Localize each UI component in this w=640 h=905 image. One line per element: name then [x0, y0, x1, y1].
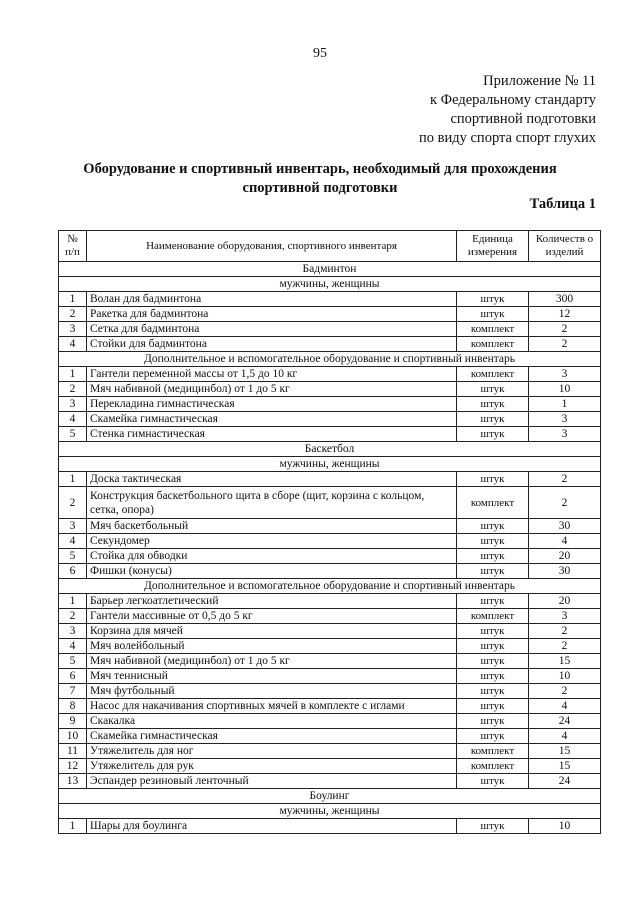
section-heading: Баскетбол	[59, 442, 601, 457]
table-body	[59, 262, 601, 834]
cell-num: 13	[59, 774, 87, 789]
table-row	[59, 397, 601, 412]
cell-unit: штук	[457, 729, 529, 744]
cell-name: Стойки для бадминтона	[87, 337, 457, 352]
cell-qty: 24	[529, 714, 601, 729]
section-heading: Боулинг	[59, 789, 601, 804]
cell-num: 8	[59, 699, 87, 714]
cell-num: 2	[59, 487, 87, 519]
cell-name: Гантели массивные от 0,5 до 5 кг	[87, 609, 457, 624]
section-row	[59, 789, 601, 804]
cell-unit: комплект	[457, 337, 529, 352]
cell-qty: 20	[529, 549, 601, 564]
cell-unit: штук	[457, 774, 529, 789]
table-row	[59, 534, 601, 549]
cell-qty: 2	[529, 472, 601, 487]
cell-num: 7	[59, 684, 87, 699]
table-row	[59, 594, 601, 609]
cell-qty: 3	[529, 367, 601, 382]
table-row	[59, 412, 601, 427]
cell-name: Фишки (конусы)	[87, 564, 457, 579]
cell-num: 4	[59, 337, 87, 352]
cell-qty: 2	[529, 624, 601, 639]
section-row	[59, 804, 601, 819]
cell-unit: штук	[457, 699, 529, 714]
table-header-row	[59, 231, 601, 262]
table-row	[59, 684, 601, 699]
cell-unit: штук	[457, 382, 529, 397]
cell-qty: 15	[529, 759, 601, 774]
section-row	[59, 352, 601, 367]
title-line: Оборудование и спортивный инвентарь, необходимый для прохождения	[83, 161, 557, 177]
cell-qty: 4	[529, 729, 601, 744]
cell-unit: комплект	[457, 322, 529, 337]
cell-unit: штук	[457, 519, 529, 534]
cell-num: 11	[59, 744, 87, 759]
appendix-line: спортивной подготовки	[450, 111, 596, 127]
cell-unit: штук	[457, 412, 529, 427]
cell-qty: 300	[529, 292, 601, 307]
header-qty: Количеств о изделий	[529, 231, 601, 262]
table-row	[59, 654, 601, 669]
table-row	[59, 549, 601, 564]
cell-num: 1	[59, 367, 87, 382]
section-row	[59, 457, 601, 472]
cell-name: Скамейка гимнастическая	[87, 729, 457, 744]
cell-num: 3	[59, 519, 87, 534]
cell-name: Скакалка	[87, 714, 457, 729]
cell-unit: комплект	[457, 487, 529, 519]
cell-name: Ракетка для бадминтона	[87, 307, 457, 322]
table-row	[59, 337, 601, 352]
section-heading: мужчины, женщины	[59, 457, 601, 472]
cell-num: 3	[59, 397, 87, 412]
table-label: Таблица 1	[529, 196, 596, 212]
cell-num: 9	[59, 714, 87, 729]
cell-unit: комплект	[457, 759, 529, 774]
cell-qty: 2	[529, 487, 601, 519]
cell-name: Доска тактическая	[87, 472, 457, 487]
table-row	[59, 744, 601, 759]
cell-unit: штук	[457, 534, 529, 549]
cell-name: Мяч баскетбольный	[87, 519, 457, 534]
table-row	[59, 519, 601, 534]
appendix-line: по виду спорта спорт глухих	[419, 130, 596, 146]
cell-unit: штук	[457, 714, 529, 729]
title-line: спортивной подготовки	[242, 180, 398, 196]
cell-name: Стойка для обводки	[87, 549, 457, 564]
cell-qty: 2	[529, 337, 601, 352]
cell-name: Перекладина гимнастическая	[87, 397, 457, 412]
cell-name: Волан для бадминтона	[87, 292, 457, 307]
section-heading: мужчины, женщины	[59, 277, 601, 292]
cell-name: Шары для боулинга	[87, 819, 457, 834]
cell-qty: 20	[529, 594, 601, 609]
header-name: Наименование оборудования, спортивного инвентаря	[87, 231, 457, 262]
document-title	[40, 160, 600, 198]
table-row	[59, 714, 601, 729]
table-row	[59, 367, 601, 382]
cell-qty: 2	[529, 684, 601, 699]
table-row	[59, 472, 601, 487]
cell-qty: 4	[529, 534, 601, 549]
cell-name: Секундомер	[87, 534, 457, 549]
cell-qty: 10	[529, 819, 601, 834]
cell-qty: 12	[529, 307, 601, 322]
cell-unit: штук	[457, 594, 529, 609]
table-row	[59, 307, 601, 322]
section-heading: мужчины, женщины	[59, 804, 601, 819]
cell-name: Скамейка гимнастическая	[87, 412, 457, 427]
appendix-header	[419, 72, 596, 148]
cell-unit: комплект	[457, 744, 529, 759]
appendix-line: Приложение № 11	[483, 73, 596, 89]
table-row	[59, 639, 601, 654]
cell-num: 1	[59, 292, 87, 307]
cell-name: Утяжелитель для ног	[87, 744, 457, 759]
cell-num: 2	[59, 382, 87, 397]
table-row	[59, 669, 601, 684]
cell-unit: комплект	[457, 609, 529, 624]
section-row	[59, 442, 601, 457]
equipment-table	[58, 230, 601, 834]
cell-name: Мяч теннисный	[87, 669, 457, 684]
cell-qty: 15	[529, 744, 601, 759]
section-heading: Бадминтон	[59, 262, 601, 277]
header-num: № п/п	[59, 231, 87, 262]
cell-unit: штук	[457, 624, 529, 639]
cell-unit: комплект	[457, 367, 529, 382]
page-number: 95	[313, 46, 327, 61]
table-row	[59, 774, 601, 789]
cell-unit: штук	[457, 292, 529, 307]
cell-num: 6	[59, 564, 87, 579]
cell-qty: 3	[529, 412, 601, 427]
cell-name: Барьер легкоатлетический	[87, 594, 457, 609]
cell-qty: 10	[529, 382, 601, 397]
cell-unit: штук	[457, 472, 529, 487]
table-row	[59, 729, 601, 744]
cell-unit: штук	[457, 819, 529, 834]
section-row	[59, 277, 601, 292]
cell-name: Конструкция баскетбольного щита в сборе (щит, корзина с кольцом, сетка, опора)	[87, 487, 457, 519]
cell-num: 10	[59, 729, 87, 744]
cell-unit: штук	[457, 427, 529, 442]
table-row	[59, 699, 601, 714]
cell-qty: 3	[529, 427, 601, 442]
cell-name: Мяч набивной (медицинбол) от 1 до 5 кг	[87, 382, 457, 397]
table-row	[59, 487, 601, 519]
cell-name: Утяжелитель для рук	[87, 759, 457, 774]
cell-num: 5	[59, 427, 87, 442]
cell-num: 5	[59, 654, 87, 669]
table-row	[59, 759, 601, 774]
cell-name: Эспандер резиновый ленточный	[87, 774, 457, 789]
appendix-line: к Федеральному стандарту	[429, 92, 596, 108]
section-row	[59, 262, 601, 277]
cell-qty: 4	[529, 699, 601, 714]
cell-qty: 1	[529, 397, 601, 412]
cell-unit: штук	[457, 639, 529, 654]
cell-unit: штук	[457, 549, 529, 564]
cell-name: Гантели переменной массы от 1,5 до 10 кг	[87, 367, 457, 382]
table-row	[59, 427, 601, 442]
section-heading: Дополнительное и вспомогательное оборудование и спортивный инвентарь	[59, 352, 601, 367]
cell-qty: 10	[529, 669, 601, 684]
cell-num: 1	[59, 472, 87, 487]
header-unit: Единица измерения	[457, 231, 529, 262]
cell-num: 12	[59, 759, 87, 774]
cell-qty: 2	[529, 639, 601, 654]
cell-name: Корзина для мячей	[87, 624, 457, 639]
cell-qty: 30	[529, 519, 601, 534]
cell-num: 3	[59, 322, 87, 337]
cell-unit: штук	[457, 684, 529, 699]
cell-name: Мяч волейбольный	[87, 639, 457, 654]
cell-name: Стенка гимнастическая	[87, 427, 457, 442]
cell-unit: штук	[457, 654, 529, 669]
cell-qty: 3	[529, 609, 601, 624]
table-row	[59, 609, 601, 624]
table-row	[59, 624, 601, 639]
section-row	[59, 579, 601, 594]
table-row	[59, 564, 601, 579]
cell-num: 4	[59, 534, 87, 549]
table-row	[59, 382, 601, 397]
section-heading: Дополнительное и вспомогательное оборудование и спортивный инвентарь	[59, 579, 601, 594]
cell-qty: 24	[529, 774, 601, 789]
cell-qty: 30	[529, 564, 601, 579]
cell-num: 2	[59, 609, 87, 624]
cell-name: Сетка для бадминтона	[87, 322, 457, 337]
cell-unit: штук	[457, 307, 529, 322]
cell-num: 5	[59, 549, 87, 564]
cell-unit: штук	[457, 564, 529, 579]
cell-num: 2	[59, 307, 87, 322]
table-row	[59, 292, 601, 307]
cell-num: 4	[59, 412, 87, 427]
cell-num: 6	[59, 669, 87, 684]
cell-num: 3	[59, 624, 87, 639]
cell-name: Мяч набивной (медицинбол) от 1 до 5 кг	[87, 654, 457, 669]
cell-qty: 15	[529, 654, 601, 669]
cell-unit: штук	[457, 669, 529, 684]
table-row	[59, 322, 601, 337]
cell-name: Мяч футбольный	[87, 684, 457, 699]
table-row	[59, 819, 601, 834]
cell-num: 4	[59, 639, 87, 654]
cell-name: Насос для накачивания спортивных мячей в комплекте с иглами	[87, 699, 457, 714]
cell-num: 1	[59, 594, 87, 609]
cell-num: 1	[59, 819, 87, 834]
cell-unit: штук	[457, 397, 529, 412]
cell-qty: 2	[529, 322, 601, 337]
